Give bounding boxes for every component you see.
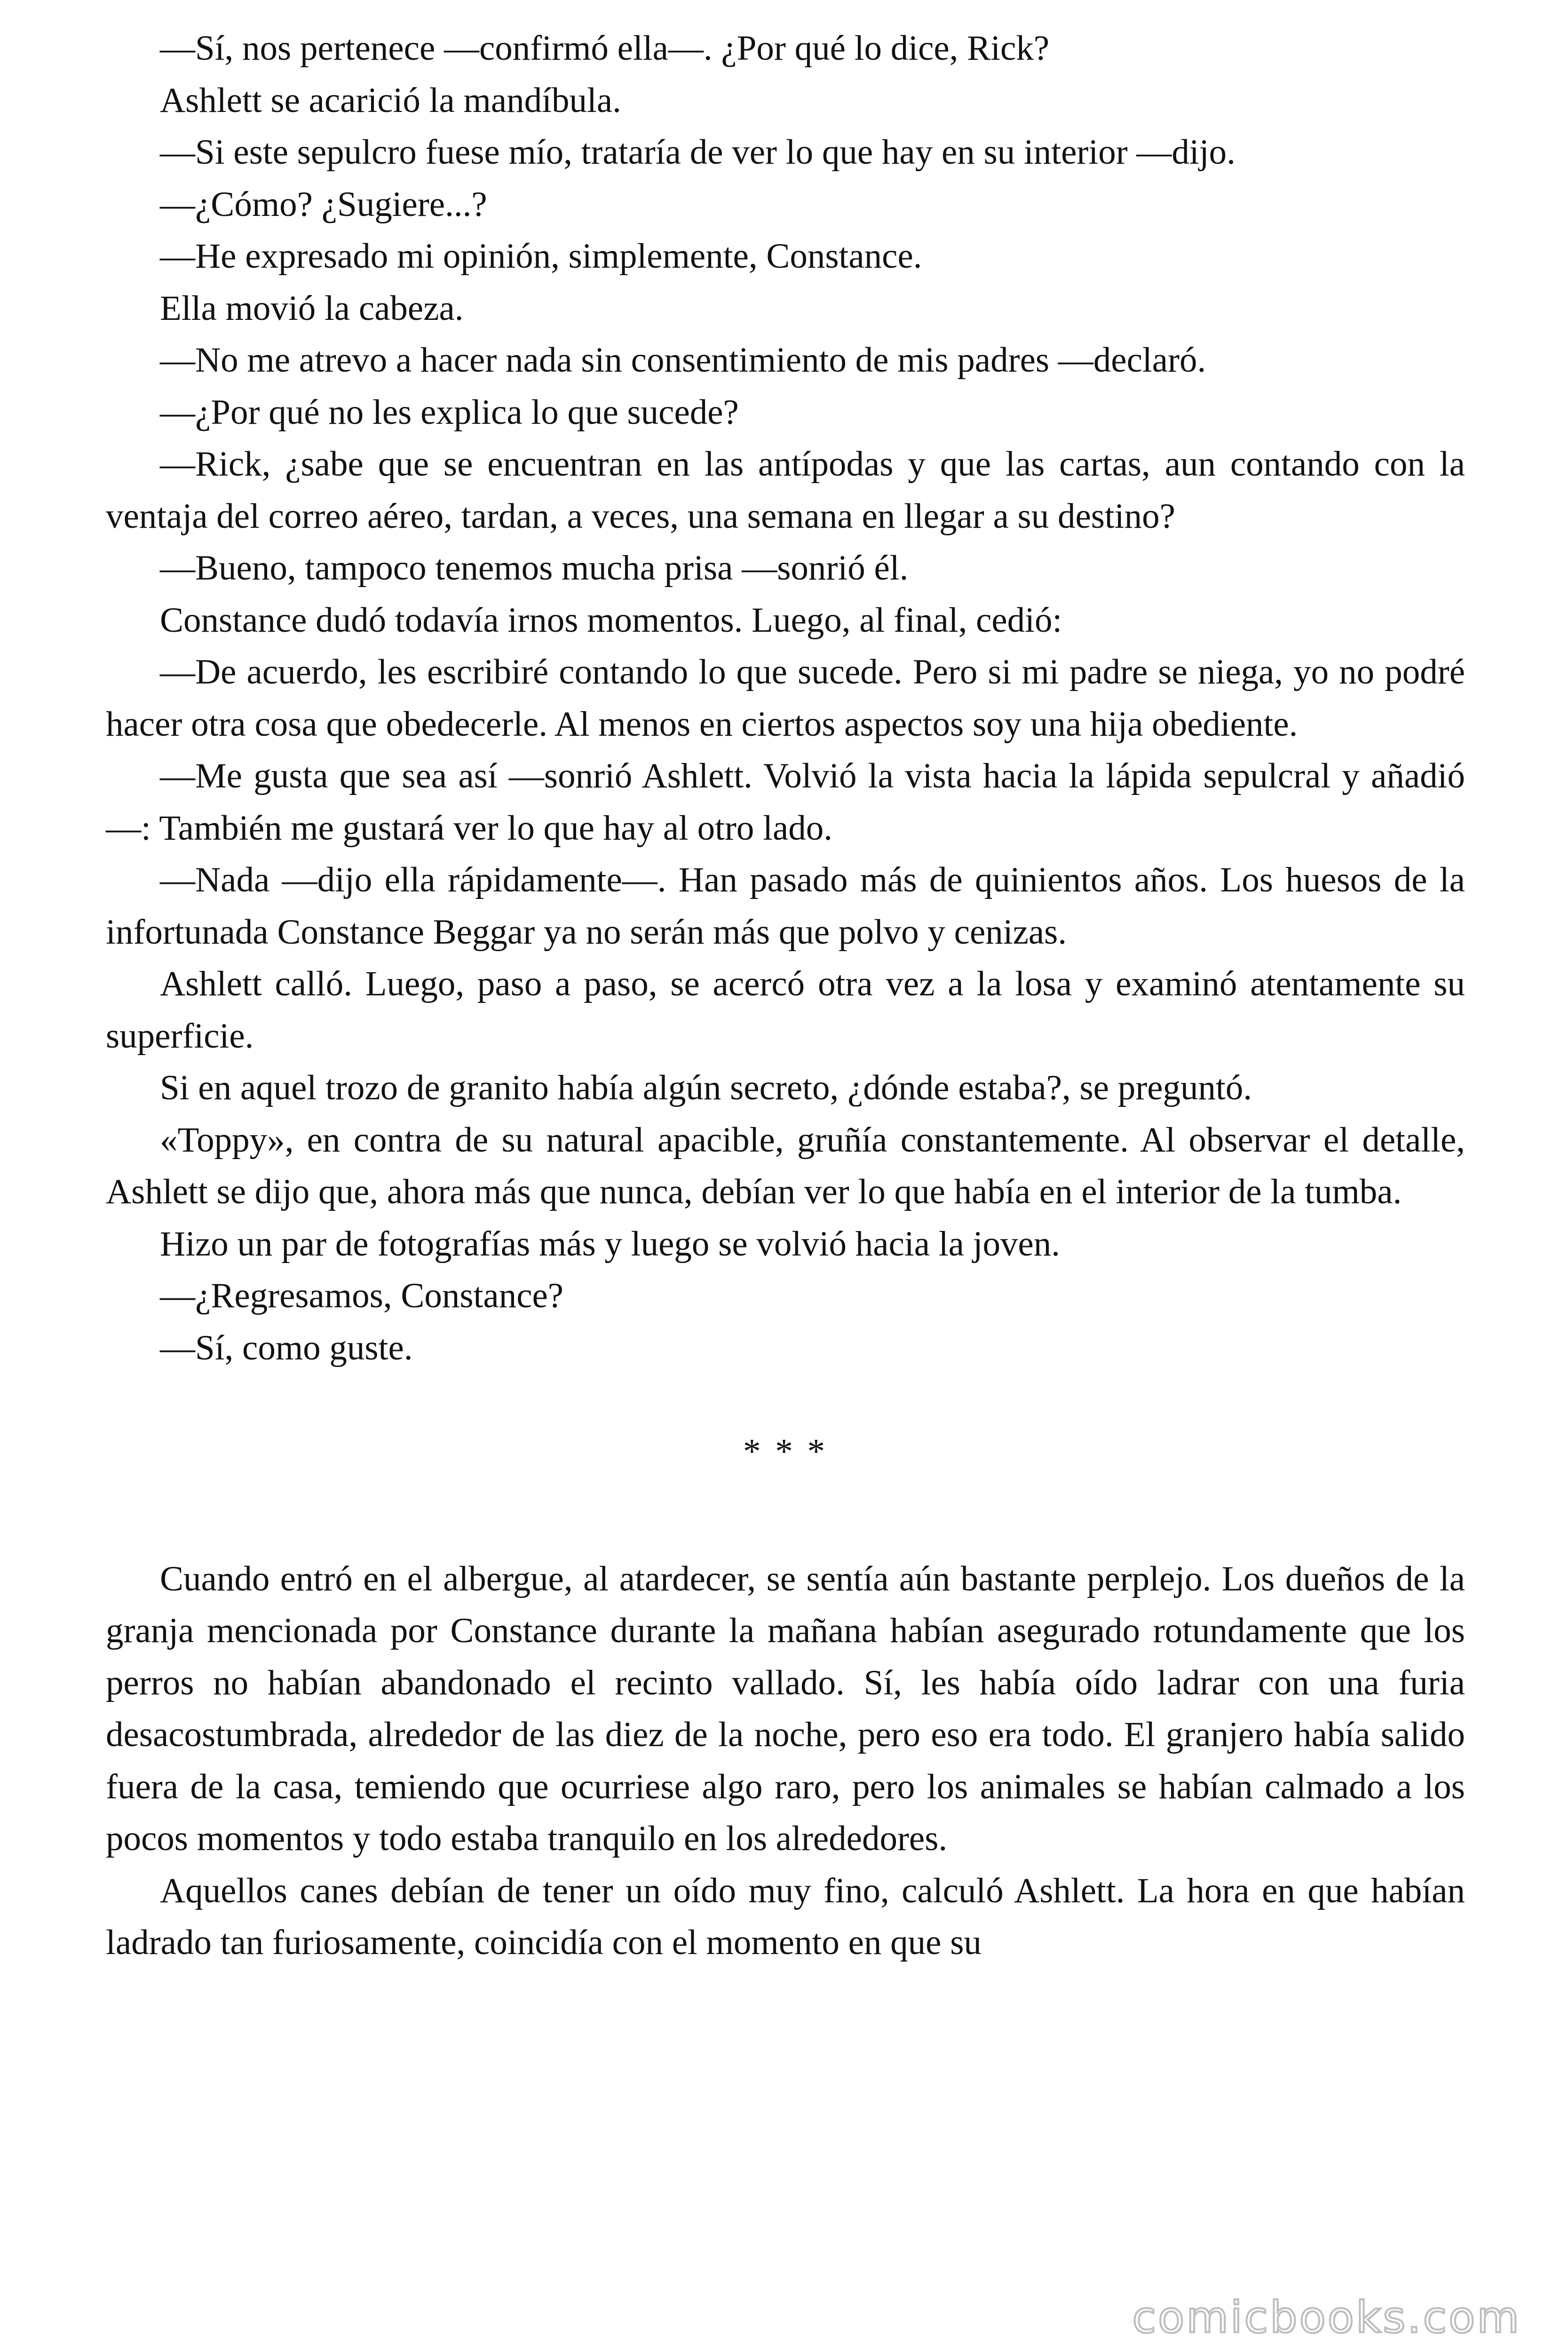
paragraph: —Rick, ¿sabe que se encuentran en las antípodas y que las cartas, aun contando con la ventaja del correo aéreo, tardan, a veces, una semana en llegar a su destino? — [106, 445, 1465, 536]
paragraph: Aquellos canes debían de tener un oído muy fino, calculó Ashlett. La hora en que habían ladrado tan furiosamente, coincidía con el momento en que su — [106, 1871, 1465, 1962]
paragraph: —Sí, nos pertenece —confirmó ella—. ¿Por qué lo dice, Rick? — [160, 29, 1050, 68]
book-page — [106, 23, 1465, 1969]
paragraph: Constance dudó todavía irnos momentos. Luego, al final, cedió: — [160, 600, 1062, 640]
paragraph: —He expresado mi opinión, simplemente, Constance. — [160, 237, 922, 276]
paragraph: —¿Regresamos, Constance? — [160, 1276, 564, 1315]
paragraph: —Sí, como guste. — [160, 1328, 413, 1367]
paragraph: Hizo un par de fotografías más y luego se volvió hacia la joven. — [160, 1224, 1061, 1263]
paragraph: —Bueno, tampoco tenemos mucha prisa —sonrió él. — [160, 548, 909, 588]
paragraph: —No me atrevo a hacer nada sin consentimiento de mis padres —declaró. — [160, 341, 1206, 380]
section-break: * * * — [743, 1432, 828, 1471]
paragraph: Ashlett calló. Luego, paso a paso, se acercó otra vez a la losa y examinó atentamente su superficie. — [106, 964, 1465, 1056]
watermark-logo: comicbooks.com — [1132, 2292, 1521, 2343]
text-block-after-break — [106, 1553, 1465, 1969]
paragraph: «Toppy», en contra de su natural apacible, gruñía constantemente. Al observar el detalle, Ashlett se dijo que, ahora más que nunca, debían ver lo que había en el interior de la tumba. — [106, 1120, 1465, 1211]
paragraph: —De acuerdo, les escribiré contando lo que sucede. Pero si mi padre se niega, yo no podré hacer otra cosa que obedecerle. Al menos en ciertos aspectos soy una hija obediente. — [106, 652, 1465, 744]
paragraph: —¿Cómo? ¿Sugiere...? — [160, 184, 487, 224]
paragraph: —Si este sepulcro fuese mío, trataría de ver lo que hay en su interior —dijo. — [160, 133, 1235, 172]
paragraph: —Me gusta que sea así —sonrió Ashlett. Volvió la vista hacia la lápida sepulcral y añadió —: También me gustará ver lo que hay al otro lado. — [106, 756, 1465, 848]
paragraph: Si en aquel trozo de granito había algún secreto, ¿dónde estaba?, se preguntó. — [160, 1068, 1252, 1107]
paragraph: Ella movió la cabeza. — [160, 288, 464, 328]
text-block-before-break — [106, 23, 1465, 1374]
paragraph: —Nada —dijo ella rápidamente—. Han pasado más de quinientos años. Los huesos de la infortunada Constance Beggar ya no serán más que polvo y cenizas. — [106, 860, 1465, 952]
paragraph: —¿Por qué no les explica lo que sucede? — [160, 392, 739, 432]
paragraph: Ashlett se acarició la mandíbula. — [160, 80, 621, 120]
paragraph: Cuando entró en el albergue, al atardecer, se sentía aún bastante perplejo. Los dueños de la granja mencionada por Constance durante la mañana habían asegurado rotundamente que los perros no habían abandonado el recinto vallado. Sí, les había oído ladrar con una furia desacostumbrada, alrededor de las diez de la noche, pero eso era todo. El granjero había salido fuera de la casa, temiendo que ocurriese algo raro, pero los animales se habían calmado a los pocos momentos y todo estaba tranquilo en los alrededores. — [106, 1559, 1465, 1858]
